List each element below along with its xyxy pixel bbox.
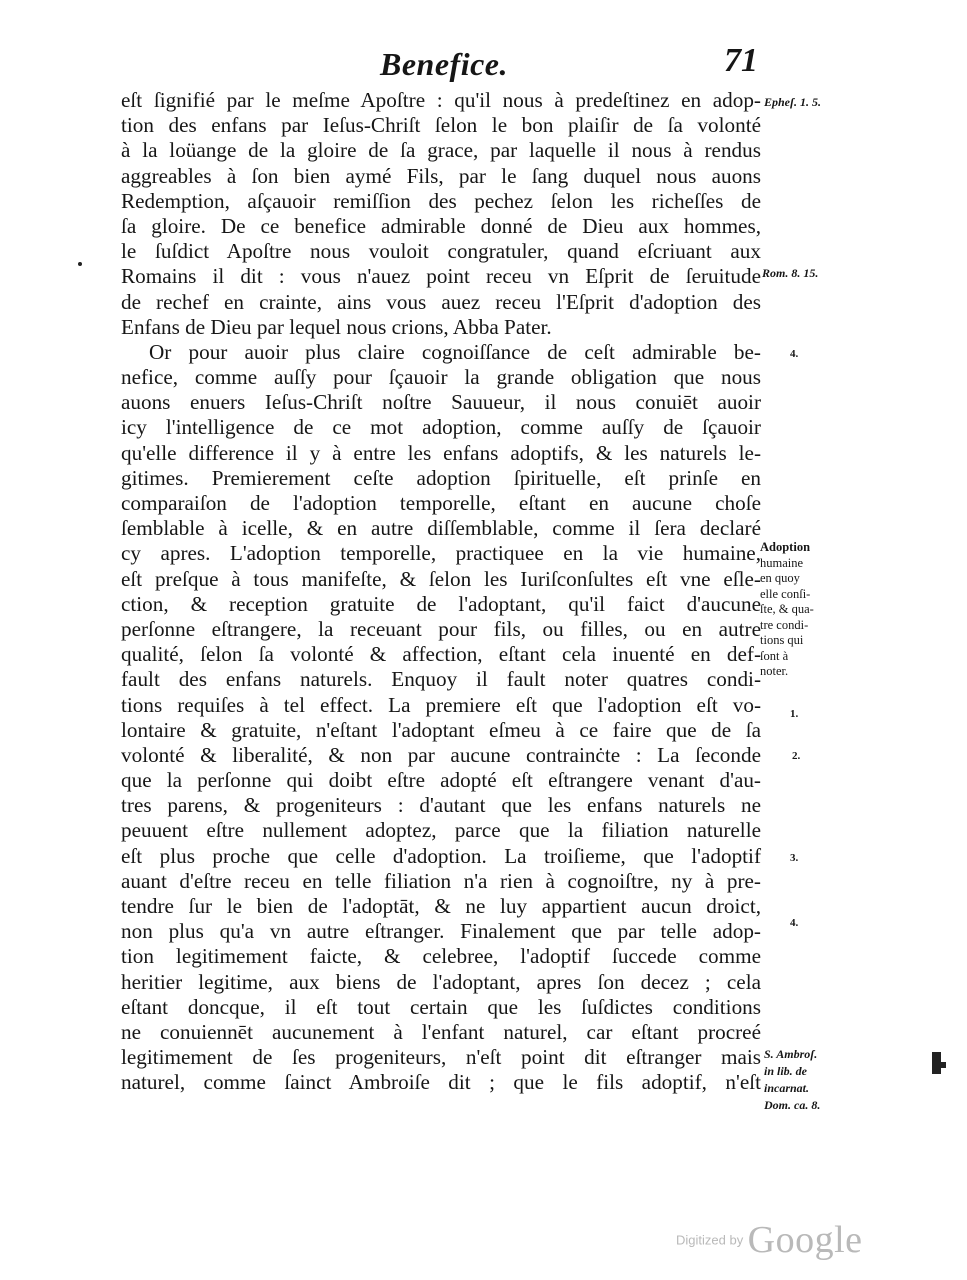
- margin-note-line: incarnat.: [764, 1081, 810, 1095]
- text-line: volonté & liberalité, & non par aucune contrainċte : La ſeconde: [121, 742, 761, 767]
- text-line: de rechef en crainte, ains vous auez receu l'Eſprit d'adoption des: [121, 289, 761, 314]
- margin-note-line: ſte, & qua-: [760, 602, 814, 616]
- text-line: Enfans de Dieu par lequel nous crions, Abba Pater.: [121, 314, 552, 339]
- margin-ref-ephesians: Epheſ. 1. 5.: [764, 95, 821, 109]
- text-line: ction, & reception gratuite de l'adoptant, qu'il faict d'aucune: [121, 591, 761, 616]
- text-line: ſa gloire. De ce benefice admirable donné de Dieu aux hommes,: [121, 213, 761, 238]
- text-line: cy apres. L'adoption temporelle, practiquee en la vie humaine,: [121, 541, 761, 566]
- text-line: tions requiſes à tel effect. La premiere eſt que l'adoption eſt vo-: [121, 692, 761, 717]
- digitized-by-google-watermark: [676, 1218, 863, 1262]
- text-line: tendre ſur le bien de l'adoptāt, & ne luy appartient aucun droict,: [121, 894, 761, 918]
- margin-number: 4.: [790, 348, 799, 360]
- text-line: Redemption, aſçauoir remiſſion des pechez ſelon les richeſſes de: [121, 188, 761, 213]
- margin-note-line: elle conſi-: [760, 586, 811, 601]
- text-line: auons enuers Ieſus-Chriſt noſtre Sauueur, il nous conuiēt auoir: [121, 390, 761, 415]
- text-line: ſemblable à icelle, & en autre diſſemblable, comme il ſera declaré: [121, 516, 761, 541]
- margin-note-adoption: [760, 540, 814, 680]
- text-line: eſt ſignifié par le meſme Apoſtre : qu'il nous à predeſtinez en adop-: [121, 88, 761, 112]
- text-line: lontaire & gratuite, n'eſtant l'adoptant eſmeu à ce faire que de ſa: [121, 717, 761, 742]
- page-number: 71: [724, 42, 758, 79]
- scan-speck: [940, 1062, 946, 1068]
- margin-note-line: S. Ambroſ.: [764, 1047, 818, 1061]
- margin-note-line: tre condi-: [760, 617, 809, 632]
- text-line: eſt plus proche que celle d'adoption. La troiſieme, que l'adoptif: [121, 843, 761, 868]
- paragraph-start-line: Or pour auoir plus claire cognoiſſance de ceſt admirable be-: [149, 339, 761, 364]
- margin-note-line: Dom. ca. 8.: [764, 1098, 821, 1112]
- text-line: naturel, comme ſainct Ambroiſe dit ; que le fils adoptif, n'eſt: [121, 1070, 761, 1095]
- text-line: tres parens, & progeniteurs : d'autant que les enfans naturels ne: [121, 793, 761, 818]
- text-line: eſt preſque à tous manifeſte, & ſelon les Iuriſconſultes eſt vne eſle-: [121, 566, 761, 591]
- text-line: fault des enfans naturels. Enquoy il fault noter quatres condi-: [121, 667, 761, 692]
- margin-note-line: in lib. de: [764, 1064, 808, 1078]
- margin-note-ambrose: [764, 1046, 820, 1114]
- margin-number: 4.: [790, 917, 799, 929]
- margin-note-line: Adoption: [760, 540, 811, 554]
- body-text: [121, 88, 761, 1096]
- text-line: peuuent eſtre nullement adoptez, parce que la filiation naturelle: [121, 818, 761, 843]
- watermark-digitized-text: Digitized by: [676, 1232, 744, 1248]
- running-head: Benefice.: [380, 46, 508, 82]
- margin-note-line: ſont à: [760, 648, 789, 663]
- text-line: heritier legitime, aux biens de l'adoptant, apres ſon decez ; cela: [121, 969, 761, 994]
- margin-note-line: en quoy: [760, 571, 800, 585]
- scan-speck: [78, 262, 82, 266]
- text-line: legitimement de ſes progeniteurs, n'eſt point dit eſtranger mais: [121, 1045, 761, 1070]
- margin-ref-romans: Rom. 8. 15.: [762, 266, 819, 280]
- text-line: non plus qu'a vn autre eſtranger. Finalement que par telle adop-: [121, 919, 761, 944]
- google-logo: Google: [747, 1219, 863, 1261]
- text-line: comparaiſon de l'adoption temporelle, eſtant en aucune choſe: [121, 491, 761, 515]
- text-line: nefice, comme auſſy pour ſçauoir la grande obligation que nous: [121, 365, 761, 390]
- text-line: le ſuſdict Apoſtre nous vouloit congratuler, quand eſcriuant aux: [121, 239, 761, 264]
- text-line: icy l'intelligence de ce mot adoption, comme auſſy de ſçauoir: [121, 415, 761, 440]
- margin-number: 1.: [790, 708, 799, 720]
- margin-note-line: noter.: [760, 664, 789, 678]
- text-line: tion des enfans par Ieſus-Chriſt ſelon le bon plaiſir de ſa volonté: [121, 113, 761, 138]
- margin-note-line: humaine: [760, 555, 804, 570]
- text-line: tion legitimement faicte, & celebree, l'adoptif ſuccede comme: [121, 944, 761, 969]
- text-line: auant d'eſtre receu en telle filiation n'a rien à cognoiſtre, ny à pre-: [121, 868, 761, 893]
- text-line: qu'elle difference il y à entre les enfans adoptifs, & les naturels le-: [121, 440, 761, 465]
- text-line: gitimes. Premierement ceſte adoption ſpirituelle, eſt prinſe en: [121, 465, 761, 490]
- margin-number: 3.: [790, 852, 799, 864]
- margin-note-line: tions qui: [760, 633, 804, 647]
- text-line: aggreables à ſon bien aymé Fils, par le ſang duquel nous auons: [121, 163, 761, 188]
- text-line: qualité, ſelon ſa volonté & affection, eſtant cela inuenté en def-: [121, 642, 761, 667]
- text-line: Romains il dit : vous n'auez point receu vn Eſprit de ſeruitude: [121, 264, 761, 289]
- text-line: à la loüange de la gloire de ſa grace, par laquelle il nous à rendus: [121, 138, 761, 163]
- text-line: eſtant doncque, il eſt tout certain que les ſuſdictes conditions: [121, 994, 761, 1019]
- text-line: que la perſonne qui doibt eſtre adopté eſt eſtrangere venant d'au-: [121, 768, 761, 793]
- text-line: ne conuiennēt aucunement à l'enfant naturel, car eſtant procreé: [121, 1019, 761, 1044]
- text-line: perſonne eſtrangere, la receuant pour fils, ou filles, ou en autre: [121, 616, 761, 641]
- margin-number: 2.: [792, 750, 801, 762]
